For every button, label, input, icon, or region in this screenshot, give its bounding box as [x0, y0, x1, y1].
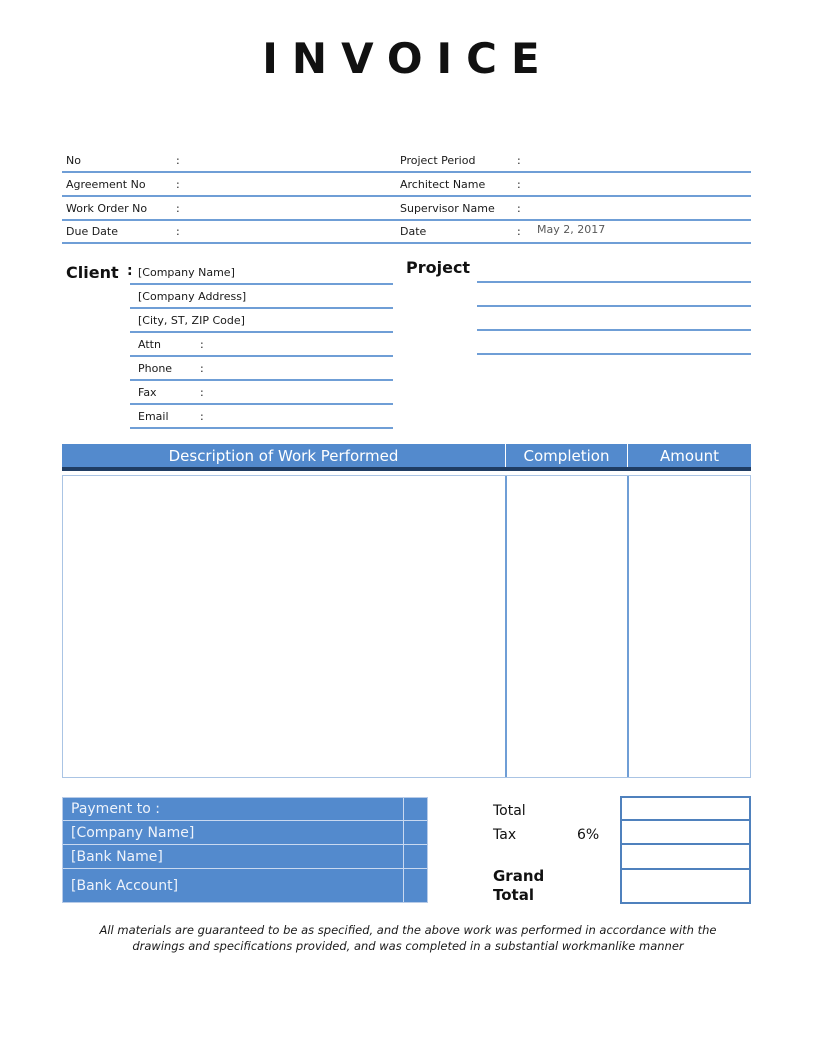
- due-date-label: Due Date: [66, 225, 118, 238]
- client-phone-field[interactable]: [130, 358, 393, 381]
- client-company-name-placeholder: [Company Name]: [138, 266, 235, 279]
- client-email-field[interactable]: [130, 406, 393, 429]
- work-table-column-divider-2: [627, 476, 629, 777]
- client-section-colon: :: [127, 263, 133, 279]
- project-line-1-field[interactable]: [477, 261, 751, 283]
- work-order-no-label: Work Order No: [66, 202, 148, 215]
- grand-total-label: Grand Total: [493, 867, 545, 904]
- subtotal-amount-box[interactable]: [620, 843, 751, 870]
- total-label: Total: [493, 803, 526, 819]
- work-table-header-amount: Amount: [627, 444, 751, 467]
- client-fax-field[interactable]: [130, 382, 393, 405]
- payment-to-label: Payment to :: [71, 801, 160, 817]
- date-colon: :: [517, 225, 521, 238]
- work-table-column-divider-1: [505, 476, 507, 777]
- payment-bank-account-row[interactable]: [63, 869, 427, 902]
- client-section-label: Client: [66, 263, 119, 282]
- payment-bank-name-row[interactable]: [63, 845, 427, 869]
- client-company-name-field[interactable]: [130, 262, 393, 285]
- attn-label: Attn: [138, 338, 161, 351]
- client-city-st-zip-field[interactable]: [130, 310, 393, 333]
- supervisor-name-colon: :: [517, 202, 521, 215]
- payment-to-row: [63, 798, 427, 821]
- work-order-no-colon: :: [176, 202, 180, 215]
- payment-block: [62, 797, 428, 903]
- architect-name-colon: :: [517, 178, 521, 191]
- supervisor-name-field[interactable]: [537, 200, 747, 215]
- agreement-no-field[interactable]: [192, 176, 392, 191]
- client-company-address-placeholder: [Company Address]: [138, 290, 247, 303]
- work-table-header-description: Description of Work Performed: [168, 446, 399, 465]
- email-colon: :: [200, 410, 204, 423]
- architect-name-label: Architect Name: [400, 178, 486, 191]
- tax-amount-box[interactable]: [620, 819, 751, 845]
- fax-label: Fax: [138, 386, 157, 399]
- email-label: Email: [138, 410, 169, 423]
- work-table-header-completion: Completion: [505, 444, 627, 467]
- info-row-workorder-supervisor: [62, 198, 751, 221]
- info-row-no-project-period: [62, 150, 751, 173]
- work-table-body[interactable]: [62, 475, 751, 778]
- agreement-no-colon: :: [176, 178, 180, 191]
- payment-company-name-row[interactable]: [63, 821, 427, 845]
- tax-rate-value: 6%: [577, 827, 600, 843]
- page-title: INVOICE: [262, 34, 554, 83]
- due-date-field[interactable]: [192, 223, 392, 238]
- payment-company-name-placeholder: [Company Name]: [71, 824, 195, 841]
- no-label: No: [66, 154, 81, 167]
- date-value[interactable]: May 2, 2017: [537, 223, 606, 236]
- project-period-colon: :: [517, 154, 521, 167]
- client-attn-field[interactable]: [130, 334, 393, 357]
- date-label: Date: [400, 225, 427, 238]
- payment-bank-name-placeholder: [Bank Name]: [71, 848, 163, 865]
- project-period-label: Project Period: [400, 154, 476, 167]
- no-field[interactable]: [192, 152, 392, 167]
- project-line-2-field[interactable]: [477, 285, 751, 307]
- payment-bank-account-placeholder: [Bank Account]: [71, 877, 179, 894]
- project-line-4-field[interactable]: [477, 333, 751, 355]
- architect-name-field[interactable]: [537, 176, 747, 191]
- supervisor-name-label: Supervisor Name: [400, 202, 495, 215]
- client-company-address-field[interactable]: [130, 286, 393, 309]
- info-row-duedate-date: [62, 221, 751, 244]
- due-date-colon: :: [176, 225, 180, 238]
- total-amount-box[interactable]: [620, 796, 751, 821]
- guarantee-note: All materials are guaranteed to be as specified, and the above work was performed in accordance with the drawings and specifications provided, and was completed in a substantial workmanlike manner: [99, 923, 717, 953]
- grand-total-amount-box[interactable]: [620, 868, 751, 904]
- phone-label: Phone: [138, 362, 173, 375]
- work-table-header: [62, 444, 751, 471]
- no-colon: :: [176, 154, 180, 167]
- info-row-agreement-architect: [62, 174, 751, 197]
- attn-colon: :: [200, 338, 204, 351]
- tax-label: Tax: [493, 827, 517, 843]
- fax-colon: :: [200, 386, 204, 399]
- project-section-label: Project: [406, 258, 471, 277]
- client-city-st-zip-placeholder: [City, ST, ZIP Code]: [138, 314, 245, 327]
- agreement-no-label: Agreement No: [66, 178, 146, 191]
- project-period-field[interactable]: [537, 152, 747, 167]
- phone-colon: :: [200, 362, 204, 375]
- work-order-no-field[interactable]: [192, 200, 392, 215]
- project-line-3-field[interactable]: [477, 309, 751, 331]
